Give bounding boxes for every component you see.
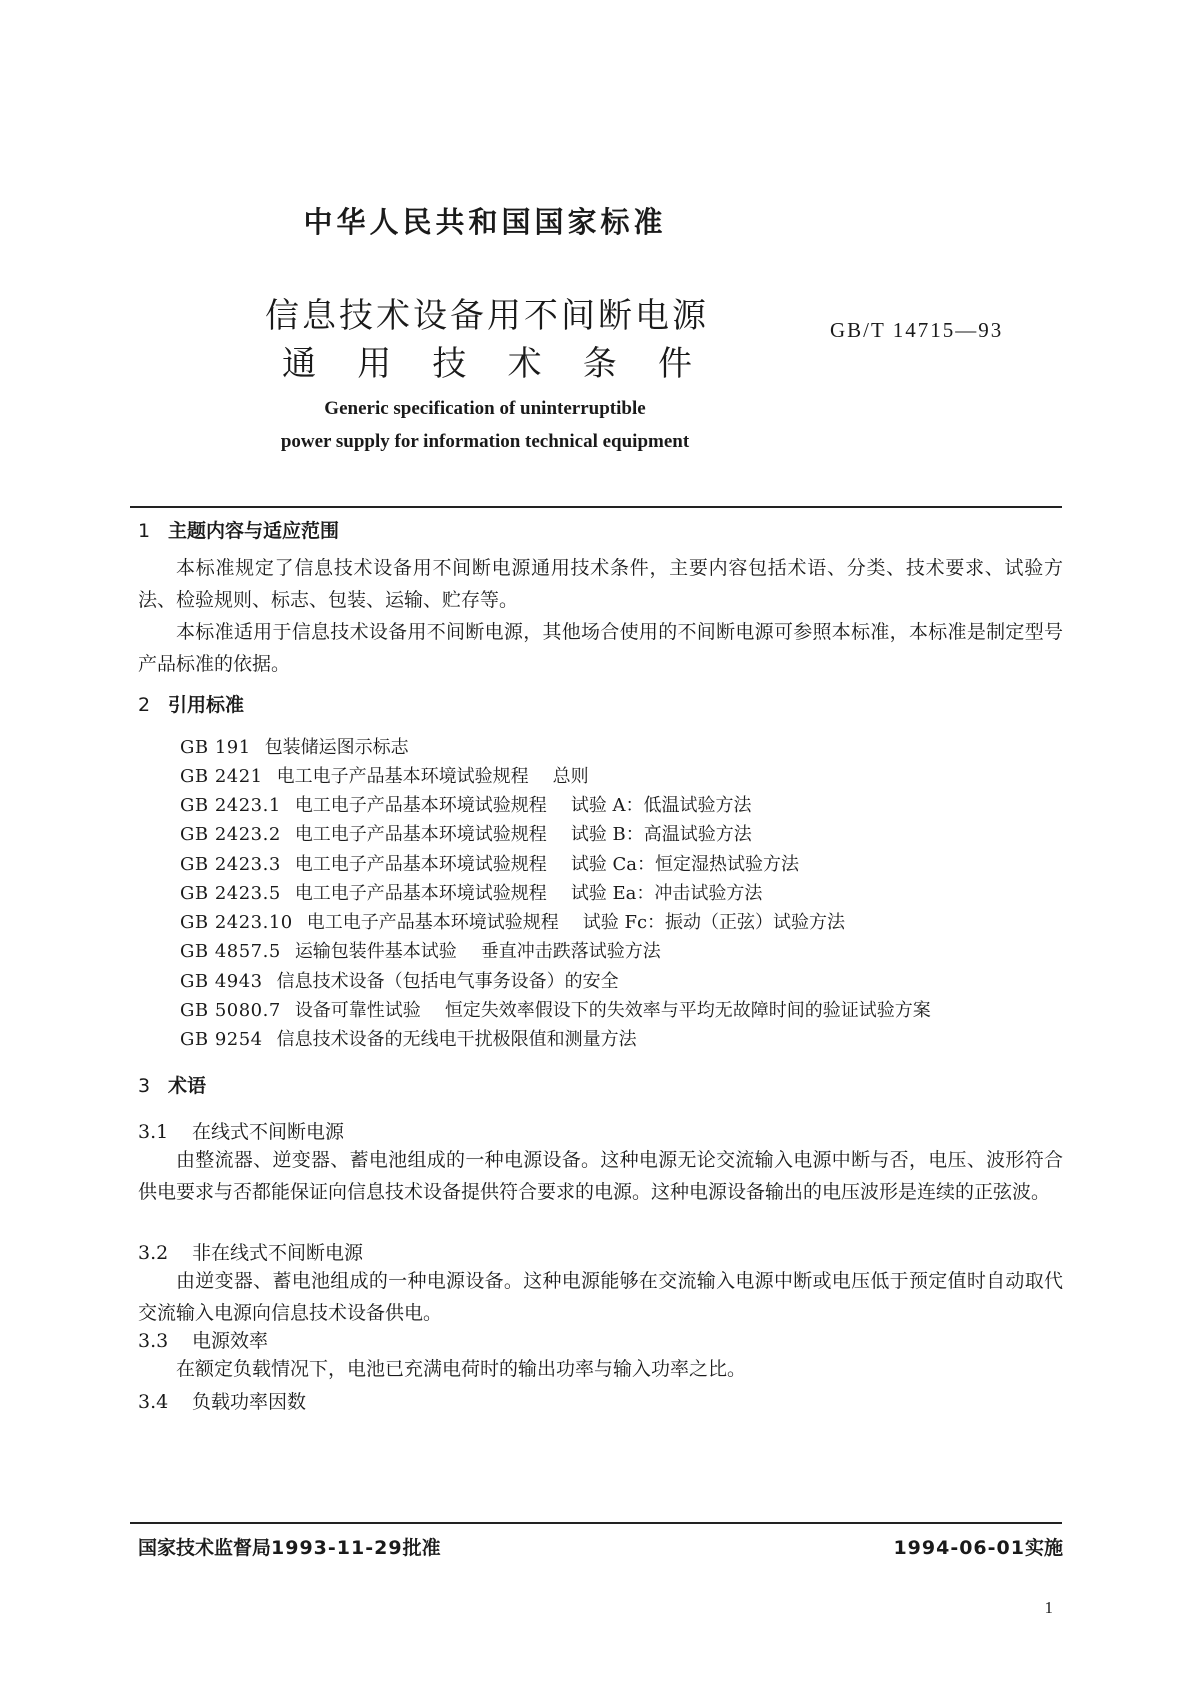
ref-title: 电工电子产品基本环境试验规程 [294,883,547,904]
ref-title: 电工电子产品基本环境试验规程 [294,824,547,845]
ref-code: GB 191 [180,737,251,758]
reference-item [180,762,589,788]
term-number: 3.2 [138,1242,169,1264]
approval-org: 国家技术监督局 [138,1537,272,1559]
ref-sub: 试验 B：高温试验方法 [570,824,752,845]
section-title: 引用标准 [168,694,245,716]
approval-line [138,1533,441,1560]
section-number: 2 [138,694,151,716]
term-name: 负载功率因数 [192,1391,307,1413]
page-number: 1 [1044,1598,1053,1617]
term-number: 3.3 [138,1330,169,1352]
reference-item [180,820,752,846]
effective-suffix: 实施 [1024,1537,1063,1559]
ref-code: GB 5080.7 [180,1000,281,1021]
reference-item [180,1025,661,1051]
ref-code: GB 9254 [180,1029,263,1050]
standard-code: GB/T 14715—93 [830,318,1004,342]
title-char: 通 [282,344,316,384]
ref-title: 电工电子产品基本环境试验规程 [294,795,547,816]
term-heading [138,1238,363,1265]
ref-title: 包装储运图示标志 [264,737,409,758]
reference-item [180,908,845,934]
term-name: 电源效率 [192,1330,269,1352]
term-name: 非在线式不间断电源 [192,1242,364,1264]
ref-sub: 垂直冲击跌落试验方法 [480,941,661,962]
ref-sub: 试验 Fc：振动（正弦）试验方法 [582,912,846,933]
section-1-paragraph-1: 本标准规定了信息技术设备用不间断电源通用技术条件，主要内容包括术语、分类、技术要求、试验方法、检验规则、标志、包装、运输、贮存等。 [138,557,1063,611]
term-number: 3.1 [138,1121,169,1143]
ref-code: GB 2423.1 [180,795,281,816]
section-3-heading [138,1071,206,1098]
effective-line [893,1533,1063,1560]
document-title-line2 [282,336,692,385]
ref-code: GB 4943 [180,971,263,992]
section-1-paragraph-2: 本标准适用于信息技术设备用不间断电源，其他场合使用的不间断电源可参照本标准，本标准是制定型号产品标准的依据。 [138,621,1063,675]
ref-title: 电工电子产品基本环境试验规程 [306,912,559,933]
ref-code: GB 2423.5 [180,883,281,904]
ref-code: GB 2423.10 [180,912,293,933]
reference-item [180,996,931,1022]
term-heading [138,1117,344,1144]
ref-title: 信息技术设备（包括电气事务设备）的安全 [276,971,619,992]
reference-item [180,733,433,759]
ref-sub: 试验 Ea：冲击试验方法 [570,883,763,904]
reference-item [180,967,643,993]
approval-suffix: 批准 [402,1537,441,1559]
ref-code: GB 4857.5 [180,941,281,962]
section-2-heading [138,690,244,717]
title-char: 术 [507,344,542,384]
ref-title: 信息技术设备的无线电干扰极限值和测量方法 [276,1029,637,1050]
ref-title: 电工电子产品基本环境试验规程 [276,766,529,787]
reference-item [180,879,762,905]
term-heading [138,1387,306,1414]
ref-code: GB 2423.2 [180,824,281,845]
effective-date: 1994-06-01 [893,1537,1025,1559]
title-char: 用 [357,344,392,384]
term-number: 3.4 [138,1391,169,1413]
approval-date: 1993-11-29 [271,1537,403,1559]
ref-title: 运输包装件基本试验 [294,941,457,962]
term-definition: 在额定负载情况下，电池已充满电荷时的输出功率与输入功率之比。 [176,1358,747,1380]
section-title: 主题内容与适应范围 [168,520,340,542]
term-heading [138,1326,268,1353]
header-divider [130,506,1062,508]
reference-item [180,850,799,876]
section-number: 3 [138,1075,151,1097]
section-1-heading [138,516,339,543]
title-char: 技 [432,344,467,384]
term-definition: 由逆变器、蓄电池组成的一种电源设备。这种电源能够在交流输入电源中断或电压低于预定值时自动取代交流输入电源向信息技术设备供电。 [138,1270,1063,1324]
term-definition: 由整流器、逆变器、蓄电池组成的一种电源设备。这种电源无论交流输入电源中断与否，电压、波形符合供电要求与否都能保证向信息技术设备提供符合要求的电源。这种电源设备输出的电压波形是连续的正弦波。 [138,1149,1063,1203]
ref-sub: 试验 A：低温试验方法 [570,795,752,816]
ref-sub: 恒定失效率假设下的失效率与平均无故障时间的验证试验方案 [444,1000,931,1021]
ref-title: 电工电子产品基本环境试验规程 [294,854,547,875]
term-name: 在线式不间断电源 [192,1121,345,1143]
ref-code: GB 2421 [180,766,263,787]
section-number: 1 [138,520,151,542]
ref-sub: 试验 Ca：恒定湿热试验方法 [570,854,800,875]
document-title-line1: 信息技术设备用不间断电源 [265,296,709,336]
ref-sub: 总则 [552,766,589,787]
reference-item [180,791,752,817]
title-char: 条 [582,344,617,384]
reference-item [180,937,661,963]
english-title-line2: power supply for information technical equipment [280,431,690,452]
ref-code: GB 2423.3 [180,854,281,875]
footer-divider [130,1522,1062,1524]
ref-title: 设备可靠性试验 [294,1000,421,1021]
national-standard-heading: 中华人民共和国国家标准 [303,205,667,239]
english-title-line1: Generic specification of uninterruptible [324,398,646,419]
section-title: 术语 [168,1075,207,1097]
title-char: 件 [657,344,692,384]
